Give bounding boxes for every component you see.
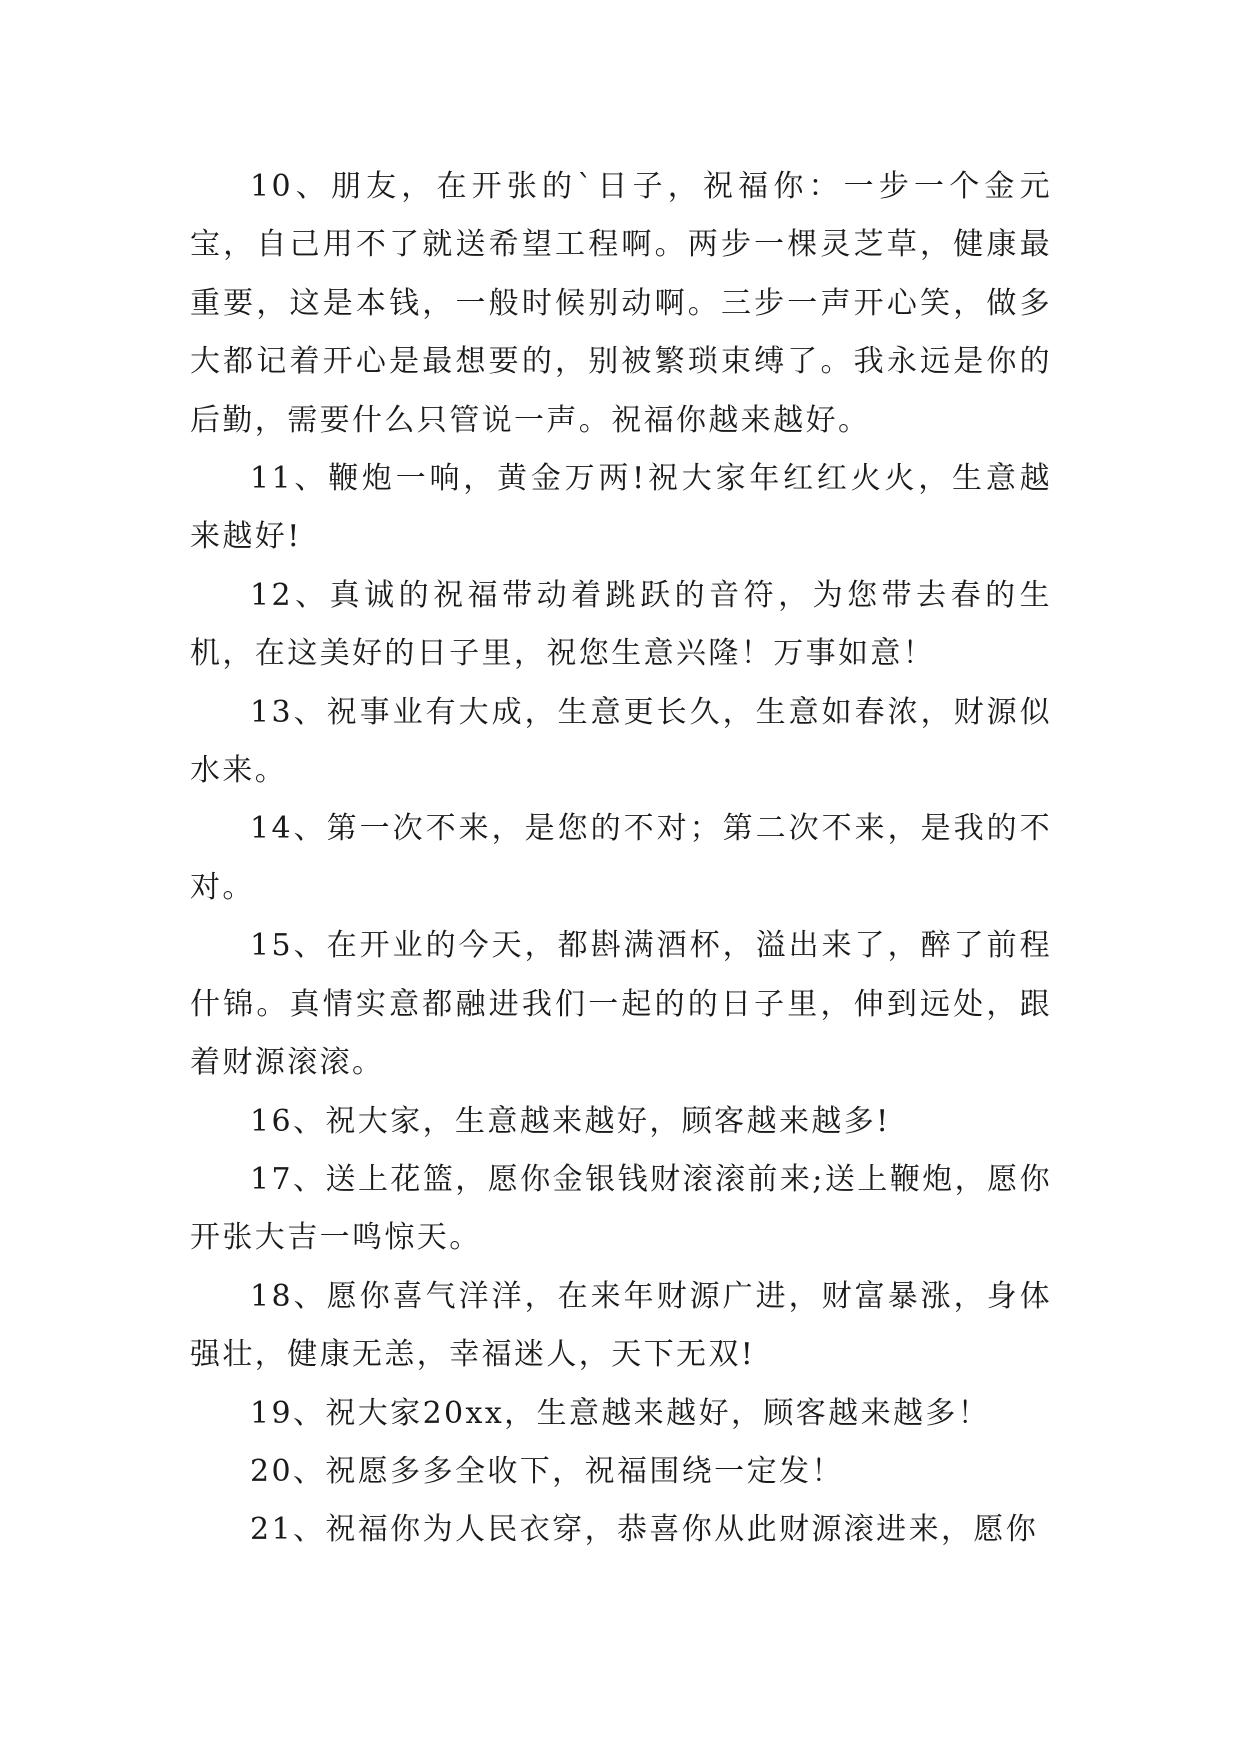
paragraph-14: 14、第一次不来，是您的不对；第二次不来，是我的不对。 xyxy=(190,811,1052,905)
paragraph-10: 10、朋友，在开张的`日子，祝福你：一步一个金元宝，自己用不了就送希望工程啊。两步一棵灵芝草，健康最重要，这是本钱，一般时候别动啊。三步一声开心笑，做多大都记着开心是最想要的，别被繁琐束缚了。我永远是你的后勤，需要什么只管说一声。祝福你越来越好。 xyxy=(190,169,1052,438)
paragraph-13: 13、祝事业有大成，生意更长久，生意如春浓，财源似水来。 xyxy=(190,694,1052,789)
paragraph-19: 19、祝大家20xx，生意越来越好，顾客越来越多！ xyxy=(250,1395,991,1431)
paragraph-11: 11、鞭炮一响，黄金万两!祝大家年红红火火，生意越来越好! xyxy=(190,461,1052,555)
paragraph-15: 15、在开业的今天，都斟满酒杯，溢出来了，醉了前程什锦。真情实意都融进我们一起的的日子里，伸到远处，跟着财源滚滚。 xyxy=(190,928,1052,1081)
paragraph-16: 16、祝大家，生意越来越好，顾客越来越多! xyxy=(250,1103,891,1139)
paragraph-17: 17、送上花篮，愿你金银钱财滚滚前来;送上鞭炮，愿你开张大吉一鸣惊天。 xyxy=(190,1161,1052,1256)
paragraph-18: 18、愿你喜气洋洋，在来年财源广进，财富暴涨，身体强壮，健康无恙，幸福迷人，天下无双! xyxy=(190,1278,1052,1373)
document-body xyxy=(190,158,1052,1560)
paragraph-21: 21、祝福你为人民衣穿，恭喜你从此财源滚进来，愿你 xyxy=(250,1512,1039,1548)
paragraph-20: 20、祝愿多多全收下，祝福围绕一定发！ xyxy=(250,1453,844,1489)
paragraph-12: 12、真诚的祝福带动着跳跃的音符，为您带去春的生机，在这美好的日子里，祝您生意兴隆！万事如意！ xyxy=(190,577,1052,672)
